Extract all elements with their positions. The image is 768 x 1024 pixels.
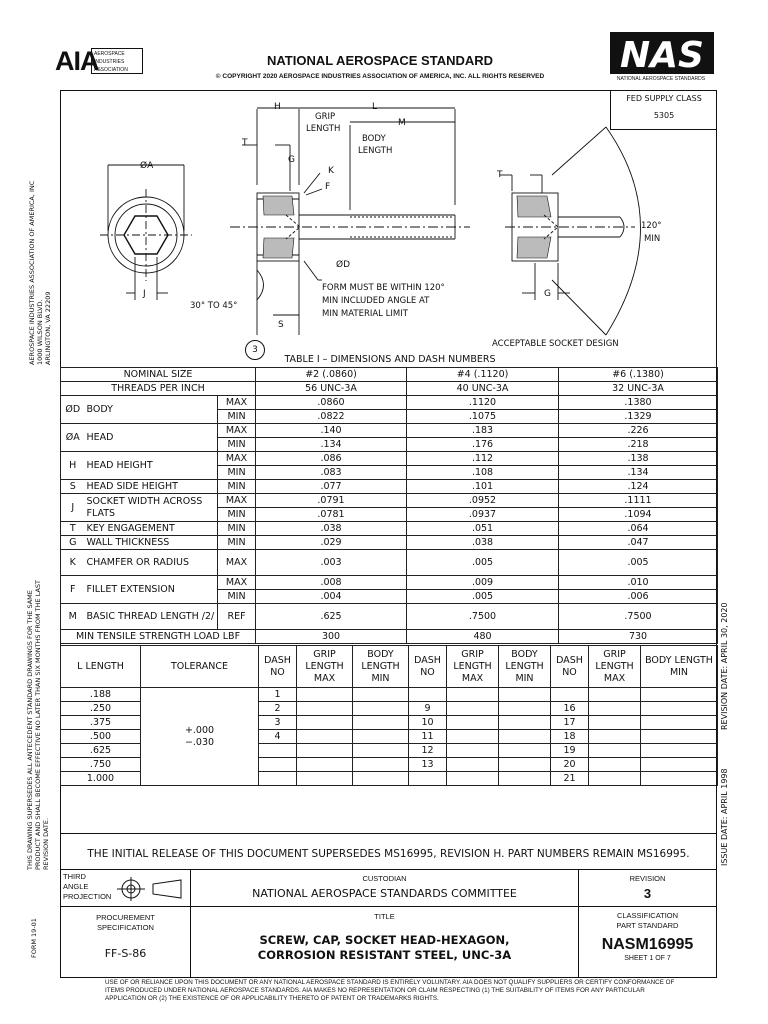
socket-dim-g: G xyxy=(544,289,551,299)
table-cell: .108 xyxy=(407,466,559,480)
table-cell: .112 xyxy=(407,452,559,466)
limit-label: MAX xyxy=(218,576,256,590)
param-name: HEAD SIDE HEIGHT xyxy=(85,480,218,494)
param-name: HEAD HEIGHT xyxy=(85,452,218,480)
document-title xyxy=(191,933,578,963)
dash-no-header: DASH NO xyxy=(551,646,589,688)
param-name: CHAMFER OR RADIUS xyxy=(85,550,218,576)
param-symbol: M xyxy=(61,604,85,630)
dash-number-cell: 12 xyxy=(409,744,447,758)
body-length-cell xyxy=(353,758,409,772)
l-length-header: L LENGTH xyxy=(61,646,141,688)
table-cell: .138 xyxy=(559,452,718,466)
table-row xyxy=(61,576,718,590)
limit-label: MAX xyxy=(218,424,256,438)
param-name: BASIC THREAD LENGTH /2/ xyxy=(85,604,218,630)
socket-dim-t: T xyxy=(497,170,503,180)
param-name: FILLET EXTENSION xyxy=(85,576,218,604)
technical-drawing xyxy=(60,95,710,355)
table-row xyxy=(61,396,718,410)
dim-t: T xyxy=(242,138,248,148)
revision-label: REVISION xyxy=(629,874,666,883)
param-name: HEAD xyxy=(85,424,218,452)
form-note-2: MIN INCLUDED ANGLE AT xyxy=(322,296,430,306)
param-symbol: G xyxy=(61,536,85,550)
aia-sub-1: AEROSPACE xyxy=(94,51,125,57)
table-cell: .005 xyxy=(407,590,559,604)
empty-cell xyxy=(61,786,718,826)
dash-number-cell: 17 xyxy=(551,716,589,730)
dash-number-cell: 11 xyxy=(409,730,447,744)
l-length-cell: .750 xyxy=(61,758,141,772)
table-cell: .1120 xyxy=(407,396,559,410)
table-row xyxy=(61,452,718,466)
dash-number-cell xyxy=(409,772,447,786)
side-address-2: 1000 WILSON BLVD. xyxy=(36,299,44,365)
custodian-label: CUSTODIAN xyxy=(362,874,407,883)
table-cell: .1329 xyxy=(559,410,718,424)
table-header-row xyxy=(61,646,718,688)
body-length-cell xyxy=(353,772,409,786)
table-cell: .0860 xyxy=(256,396,407,410)
body-length-cell xyxy=(499,716,551,730)
limit-label: MIN xyxy=(218,590,256,604)
table-cell: .010 xyxy=(559,576,718,590)
dim-dia-a: ØA xyxy=(140,161,154,171)
param-name: BODY xyxy=(85,396,218,424)
table-cell: .006 xyxy=(559,590,718,604)
tolerance-header: TOLERANCE xyxy=(141,646,259,688)
body-length-cell xyxy=(353,744,409,758)
dash-number-cell: 20 xyxy=(551,758,589,772)
param-symbol: T xyxy=(61,522,85,536)
table-cell: .077 xyxy=(256,480,407,494)
table-cell: .038 xyxy=(256,522,407,536)
side-address xyxy=(28,181,52,365)
limit-label: MIN xyxy=(218,480,256,494)
procurement-value: FF-S-86 xyxy=(104,947,147,960)
table-cell: .051 xyxy=(407,522,559,536)
table-cell: .0952 xyxy=(407,494,559,508)
table-cell: .008 xyxy=(256,576,407,590)
projection-box xyxy=(60,869,191,907)
dash-number-cell xyxy=(259,772,297,786)
limit-label: MIN xyxy=(218,438,256,452)
part-number: NASM16995 xyxy=(601,936,694,953)
dash-number-cell xyxy=(259,744,297,758)
disclaimer-text: USE OF OR RELIANCE UPON THIS DOCUMENT OR ANY NATIONAL AEROSPACE STANDARD IS ENTIRELY VOLUNTARY. AIA DOES NOT QUALIFY SUPPLIERS OR CERTIFY CONFORMANCE OF ITEMS PRODUCED UNDER NATIONAL AEROSPACE STANDARDS. AIA MAKES NO REPRESENTATION OR CLAIM RESPECTING (1) THE SUITABILITY OF ITEMS FOR ANY PARTICULAR APPLICATION OR (2) THE EXISTENCE OF OR APPLICABILITY THERETO OF PATENT OR TRADEMARKS RIGHTS. xyxy=(105,979,675,1002)
grip-length-cell xyxy=(297,772,353,786)
dim-s: S xyxy=(278,320,284,330)
dash-number-cell: 2 xyxy=(259,702,297,716)
grip-length-cell xyxy=(297,758,353,772)
table-cell: .124 xyxy=(559,480,718,494)
socket-caption: ACCEPTABLE SOCKET DESIGN xyxy=(492,339,619,349)
table-cell: .134 xyxy=(256,438,407,452)
table-cell: .086 xyxy=(256,452,407,466)
table-cell: .625 xyxy=(256,604,407,630)
table1-title: TABLE I – DIMENSIONS AND DASH NUMBERS xyxy=(284,354,496,365)
body-length-cell xyxy=(353,702,409,716)
param-symbol: K xyxy=(61,550,85,576)
body-length-cell xyxy=(499,730,551,744)
limit-label: REF xyxy=(218,604,256,630)
body-length-cell xyxy=(499,744,551,758)
document-header-title: NATIONAL AEROSPACE STANDARD xyxy=(266,53,494,68)
grip-length-cell xyxy=(447,730,499,744)
side-supersedes-1: THIS DRAWING SUPERSEDES ALL ANTECEDENT STANDARD DRAWINGS FOR THE SAME xyxy=(26,590,34,870)
tensile-label: MIN TENSILE STRENGTH LOAD LBF xyxy=(61,630,256,644)
grip-length-cell xyxy=(297,730,353,744)
body-length-cell xyxy=(641,772,718,786)
param-symbol: ØD xyxy=(61,396,85,424)
aia-sub-2: INDUSTRIES xyxy=(94,59,125,65)
table-row xyxy=(61,522,718,536)
dim-f: F xyxy=(325,182,331,192)
thread-col-1: 56 UNC-3A xyxy=(256,382,407,396)
tolerance-cell xyxy=(141,688,259,786)
grip-length-cell xyxy=(447,688,499,702)
limit-label: MAX xyxy=(218,396,256,410)
dim-l: L xyxy=(372,102,378,112)
body-length-cell xyxy=(499,758,551,772)
grip-length-cell xyxy=(589,772,641,786)
l-length-cell: .188 xyxy=(61,688,141,702)
sheet-number: SHEET 1 OF 7 xyxy=(624,955,671,962)
nas-logo xyxy=(608,30,716,76)
table-dash-numbers xyxy=(60,645,718,826)
body-label-1: BODY xyxy=(362,134,386,144)
table-cell: .003 xyxy=(256,550,407,576)
angle-120-2: MIN xyxy=(644,234,661,244)
l-length-cell: .375 xyxy=(61,716,141,730)
limit-label: MIN xyxy=(218,466,256,480)
form-number: FORM 19-01 xyxy=(30,918,38,958)
issue-date: ISSUE DATE: APRIL 1998 xyxy=(720,768,729,866)
param-symbol: ØA xyxy=(61,424,85,452)
title-box xyxy=(190,906,579,978)
dim-j: J xyxy=(143,289,146,299)
body-length-cell xyxy=(353,730,409,744)
tolerance-minus: −.030 xyxy=(184,736,215,748)
l-length-cell: .625 xyxy=(61,744,141,758)
l-length-cell: 1.000 xyxy=(61,772,141,786)
table-row xyxy=(61,688,718,702)
procurement-label-2: SPECIFICATION xyxy=(97,923,154,932)
aia-logo-subtext xyxy=(91,48,143,74)
grip-length-cell xyxy=(447,716,499,730)
size-col-1: #2 (.0860) xyxy=(256,368,407,382)
dim-g: G xyxy=(288,155,295,165)
head-end-view xyxy=(100,165,192,300)
body-length-cell xyxy=(641,702,718,716)
table-cell: .1094 xyxy=(559,508,718,522)
procurement-label-1: PROCUREMENT xyxy=(96,913,155,922)
grip-length-cell xyxy=(297,702,353,716)
param-name: WALL THICKNESS xyxy=(85,536,218,550)
table-cell: .176 xyxy=(407,438,559,452)
table-cell: .1075 xyxy=(407,410,559,424)
table-row xyxy=(61,630,718,644)
projection-3: PROJECTION xyxy=(63,892,112,901)
limit-label: MIN xyxy=(218,522,256,536)
table-cell: .0937 xyxy=(407,508,559,522)
dash-number-cell xyxy=(259,758,297,772)
table-cell: .005 xyxy=(559,550,718,576)
dim-k: K xyxy=(328,166,334,176)
dash-number-cell: 21 xyxy=(551,772,589,786)
document-title-line-1: SCREW, CAP, SOCKET HEAD-HEXAGON, xyxy=(259,933,510,947)
aia-logo: AIA xyxy=(55,46,99,76)
grip-max-header: GRIP LENGTH MAX xyxy=(589,646,641,688)
dash-number-cell xyxy=(409,688,447,702)
grip-length-cell xyxy=(447,702,499,716)
angle-label: 30° TO 45° xyxy=(190,301,238,311)
table-cell: .064 xyxy=(559,522,718,536)
body-label-2: LENGTH xyxy=(358,146,393,156)
dash-number-cell: 16 xyxy=(551,702,589,716)
body-length-cell xyxy=(499,702,551,716)
table-row xyxy=(61,550,718,576)
dash-number-cell: 9 xyxy=(409,702,447,716)
table-cell: .0781 xyxy=(256,508,407,522)
body-length-cell xyxy=(499,688,551,702)
table-cell: .0822 xyxy=(256,410,407,424)
table-cell: .038 xyxy=(407,536,559,550)
table-cell: .047 xyxy=(559,536,718,550)
classification-label-1: CLASSIFICATION xyxy=(616,911,679,920)
title-label: TITLE xyxy=(374,912,395,921)
grip-length-cell xyxy=(589,688,641,702)
revision-box xyxy=(578,869,717,907)
grip-length-cell xyxy=(297,688,353,702)
grip-length-cell xyxy=(589,702,641,716)
l-length-cell: .250 xyxy=(61,702,141,716)
dash-number-cell: 1 xyxy=(259,688,297,702)
grip-length-cell xyxy=(589,744,641,758)
note-number-circle: 3 xyxy=(245,340,265,360)
grip-length-cell xyxy=(297,744,353,758)
body-length-cell xyxy=(641,730,718,744)
table-row xyxy=(61,368,718,382)
dash-number-cell xyxy=(551,688,589,702)
table-cell: .009 xyxy=(407,576,559,590)
dash-number-cell: 19 xyxy=(551,744,589,758)
grip-length-cell xyxy=(447,758,499,772)
revision-value: 3 xyxy=(643,886,652,901)
table-row xyxy=(61,382,718,396)
form-note-1: FORM MUST BE WITHIN 120° xyxy=(322,283,445,293)
projection-symbol-icon xyxy=(115,876,189,902)
side-address-1: AEROSPACE INDUSTRIES ASSOCIATION OF AMERICA, INC xyxy=(28,180,36,365)
table-cell: .005 xyxy=(407,550,559,576)
nas-logo-text: NAS xyxy=(620,35,704,76)
l-length-cell: .500 xyxy=(61,730,141,744)
dash-number-cell: 3 xyxy=(259,716,297,730)
limit-label: MIN xyxy=(218,536,256,550)
fed-supply-value: 5305 xyxy=(653,111,675,120)
table-cell: .140 xyxy=(256,424,407,438)
dim-m: M xyxy=(398,118,406,128)
side-address-3: ARLINGTON, VA 22209 xyxy=(44,291,52,365)
socket-detail-view xyxy=(500,127,641,335)
size-col-2: #4 (.1120) xyxy=(407,368,559,382)
table-row xyxy=(61,480,718,494)
nominal-size-label: NOMINAL SIZE xyxy=(61,368,256,382)
dash-no-header: DASH NO xyxy=(409,646,447,688)
procurement-label xyxy=(61,913,190,933)
table-cell: .004 xyxy=(256,590,407,604)
table-cell: .029 xyxy=(256,536,407,550)
tensile-value: 480 xyxy=(407,630,559,644)
tolerance-plus: +.000 xyxy=(184,724,215,736)
param-name: KEY ENGAGEMENT xyxy=(85,522,218,536)
param-name: SOCKET WIDTH ACROSS FLATS xyxy=(85,494,218,522)
limit-label: MAX xyxy=(218,494,256,508)
tensile-value: 300 xyxy=(256,630,407,644)
param-symbol: F xyxy=(61,576,85,604)
table-cell: .0791 xyxy=(256,494,407,508)
body-min-header: BODY LENGTH MIN xyxy=(499,646,551,688)
side-supersedes-note xyxy=(26,580,50,870)
table-cell: .7500 xyxy=(407,604,559,630)
limit-label: MIN xyxy=(218,410,256,424)
dash-no-header: DASH NO xyxy=(259,646,297,688)
table-cell: .226 xyxy=(559,424,718,438)
grip-length-cell xyxy=(297,716,353,730)
grip-max-header: GRIP LENGTH MAX xyxy=(447,646,499,688)
param-symbol: J xyxy=(61,494,85,522)
thread-col-3: 32 UNC-3A xyxy=(559,382,718,396)
table-row xyxy=(61,604,718,630)
param-symbol: H xyxy=(61,452,85,480)
angle-120-1: 120° xyxy=(641,221,662,231)
dash-number-cell: 10 xyxy=(409,716,447,730)
side-supersedes-2: PRODUCT AND SHALL BECOME EFFECTIVE NO LATER THAN SIX MONTHS FROM THE LAST xyxy=(34,579,42,870)
dim-h: H xyxy=(274,102,281,112)
classification-box xyxy=(578,906,717,978)
table-row xyxy=(61,494,718,508)
dash-number-cell: 13 xyxy=(409,758,447,772)
fed-supply-label: FED SUPPLY CLASS xyxy=(626,94,702,103)
copyright-line: © COPYRIGHT 2020 AEROSPACE INDUSTRIES ASSOCIATION OF AMERICA, INC. ALL RIGHTS RESERVED xyxy=(215,73,545,80)
grip-length-cell xyxy=(589,730,641,744)
body-length-cell xyxy=(641,758,718,772)
tensile-value: 730 xyxy=(559,630,718,644)
classification-label xyxy=(579,911,716,931)
body-length-cell xyxy=(499,772,551,786)
body-length-cell xyxy=(641,716,718,730)
table-dimensions xyxy=(60,367,718,644)
grip-label-2: LENGTH xyxy=(306,124,341,134)
table-cell: .134 xyxy=(559,466,718,480)
dim-dia-d: ØD xyxy=(336,260,351,270)
grip-length-cell xyxy=(589,758,641,772)
param-symbol: S xyxy=(61,480,85,494)
side-supersedes-3: REVISION DATE. xyxy=(42,817,50,870)
thread-col-2: 40 UNC-3A xyxy=(407,382,559,396)
table-cell: .7500 xyxy=(559,604,718,630)
body-min-header: BODY LENGTH MIN xyxy=(353,646,409,688)
body-length-cell xyxy=(353,688,409,702)
table-cell: .1111 xyxy=(559,494,718,508)
table-cell: .1380 xyxy=(559,396,718,410)
dash-number-cell: 4 xyxy=(259,730,297,744)
grip-length-cell xyxy=(589,716,641,730)
limit-label: MAX xyxy=(218,452,256,466)
table-cell: .101 xyxy=(407,480,559,494)
projection-1: THIRD xyxy=(63,872,86,881)
body-length-cell xyxy=(353,716,409,730)
custodian-value: NATIONAL AEROSPACE STANDARDS COMMITTEE xyxy=(252,887,517,900)
body-length-cell xyxy=(641,744,718,758)
size-col-3: #6 (.1380) xyxy=(559,368,718,382)
projection-2: ANGLE xyxy=(63,882,89,891)
limit-label: MIN xyxy=(218,508,256,522)
table-cell: .083 xyxy=(256,466,407,480)
grip-label-1: GRIP xyxy=(315,112,336,122)
form-note-3: MIN MATERIAL LIMIT xyxy=(322,309,408,319)
dash-number-cell: 18 xyxy=(551,730,589,744)
table-cell: .218 xyxy=(559,438,718,452)
aia-sub-3: ASSOCIATION xyxy=(94,67,128,73)
table-cell: .183 xyxy=(407,424,559,438)
body-length-cell xyxy=(641,688,718,702)
limit-label: MAX xyxy=(218,550,256,576)
grip-length-cell xyxy=(447,744,499,758)
grip-length-cell xyxy=(447,772,499,786)
document-title-line-2: CORROSION RESISTANT STEEL, UNC-3A xyxy=(257,948,512,962)
body-min-header: BODY LENGTH MIN xyxy=(641,646,718,688)
nas-logo-caption: NATIONAL AEROSPACE STANDARDS xyxy=(616,76,706,82)
grip-max-header: GRIP LENGTH MAX xyxy=(297,646,353,688)
threads-label: THREADS PER INCH xyxy=(61,382,256,396)
table-row xyxy=(61,424,718,438)
classification-label-2: PART STANDARD xyxy=(616,921,679,930)
supersede-note: THE INITIAL RELEASE OF THIS DOCUMENT SUPERSEDES MS16995, REVISION H. PART NUMBERS REMAIN MS16995. xyxy=(60,833,717,870)
revision-date: REVISION DATE: APRIL 30, 2020 xyxy=(720,602,729,730)
projection-label xyxy=(63,872,111,902)
table-row xyxy=(61,536,718,550)
table-row xyxy=(61,786,718,826)
custodian-box xyxy=(190,869,579,907)
procurement-box xyxy=(60,906,191,978)
